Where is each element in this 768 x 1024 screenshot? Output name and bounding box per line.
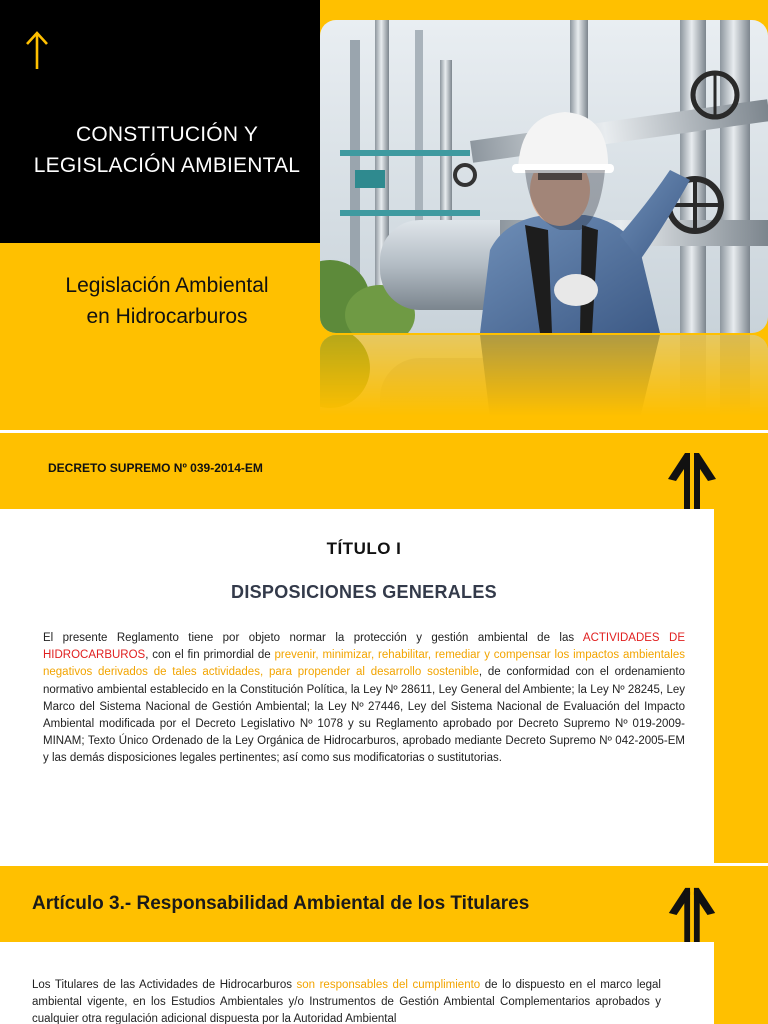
section-subtitle: DISPOSICIONES GENERALES — [231, 582, 497, 602]
paragraph-text: El presente Reglamento tiene por objeto normar la protección y gestión ambiental de las — [43, 632, 583, 644]
presentation-title: CONSTITUCIÓN Y LEGISLACIÓN AMBIENTAL — [33, 123, 301, 177]
slide-article — [0, 866, 768, 1024]
article-heading: Artículo 3.- Responsabilidad Ambiental de los Titulares — [32, 893, 530, 914]
decree-title: DECRETO SUPREMO Nº 039-2014-EM — [48, 461, 263, 475]
highlight-activities: ACTIVIDADES DE HIDROCARBUROS — [43, 632, 685, 662]
section-title: TÍTULO I — [326, 539, 402, 558]
content-panel — [0, 509, 714, 863]
double-up-arrow-logo-icon — [667, 451, 717, 509]
article-paragraph — [32, 977, 661, 1024]
paragraph-text: , con el fin primordial de — [145, 649, 275, 662]
photo-reflection — [320, 335, 768, 430]
presentation-subtitle: Legislación Ambiental en Hidrocarburos — [65, 274, 269, 328]
up-arrow-icon — [24, 30, 50, 70]
slide-title — [0, 0, 768, 430]
highlight-responsibility: son responsables del cumplimiento — [296, 979, 481, 991]
regulation-paragraph — [43, 630, 685, 768]
refinery-worker-photo — [320, 20, 768, 333]
paragraph-text: , de conformidad con el ordenamiento normativo ambiental establecido en la Constitución Política, la Ley Nº 28611, Ley General del Ambiente; la Ley Nº 28245, Ley Marco del Sistema Nacional de Gestión Ambiental; la Ley Nº 27446, Ley del Sistema Nacional de Evaluación del Impacto Ambiental modificada por el Decreto Legislativo Nº 1078 y su Reglamento aprobado por Decreto Supremo Nº 019-2009-MINAM; Texto Único Ordenado de la Ley Orgánica de Hidrocarburos, aprobado mediante Decreto Supremo Nº 042-2005-EM y las demás disposiciones legales pertinentes; así como sus modificatorias o sustitutorias. — [43, 666, 685, 765]
paragraph-text: de lo dispuesto en el marco legal ambiental vigente, en los Estudios Ambientales y/o Instrumentos de Gestión Ambiental Complementarios aprobados y cualquier otra regulación adicional dispuesta por la Autoridad Ambiental — [32, 979, 661, 1024]
double-up-arrow-logo-icon — [667, 886, 717, 942]
highlight-objectives: prevenir, minimizar, rehabilitar, remediar y compensar los impactos ambientales negativos derivados de tales actividades, para propender al desarrollo sostenible — [43, 649, 685, 679]
slide-decree — [0, 433, 768, 863]
paragraph-text: Los Titulares de las Actividades de Hidrocarburos — [32, 979, 297, 991]
side-band — [714, 942, 768, 1024]
